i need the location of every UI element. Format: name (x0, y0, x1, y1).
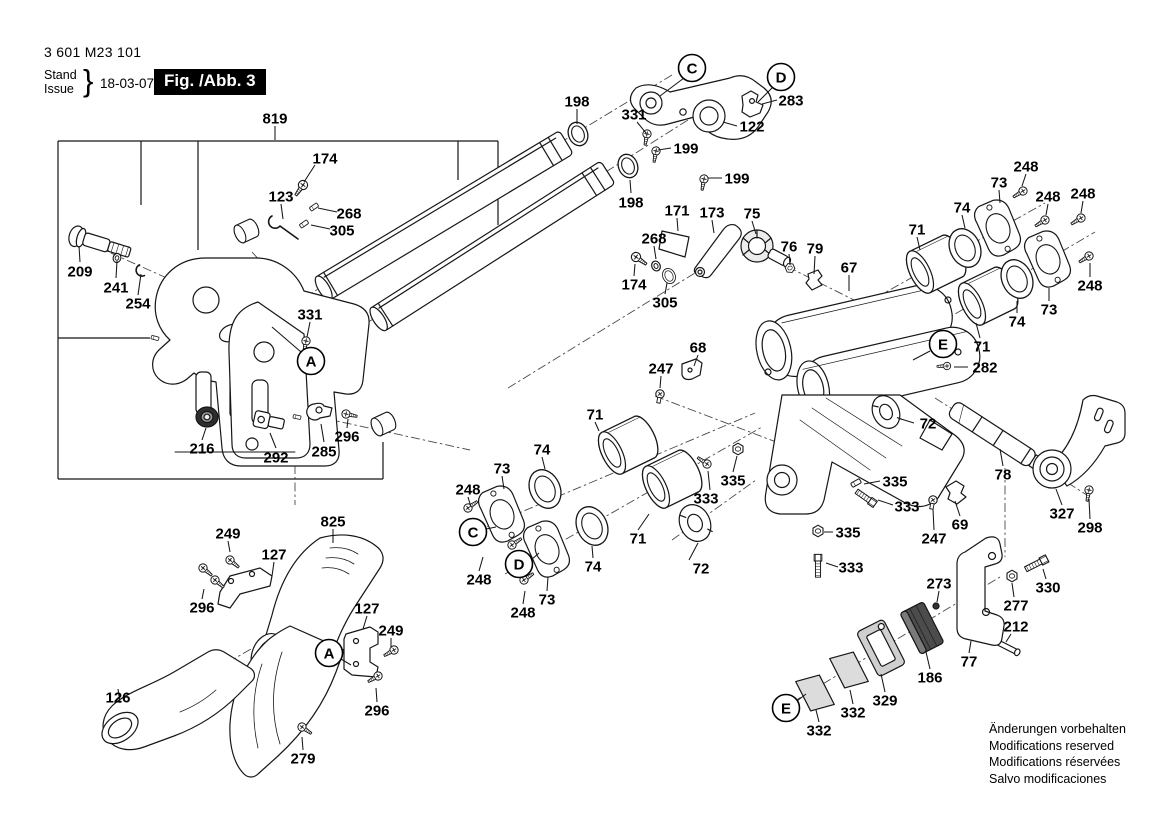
part-callout-248-50: 248 (466, 571, 492, 589)
pin-small-left (151, 335, 159, 341)
bolt-330 (1024, 555, 1049, 573)
bracket-77 (957, 537, 1004, 646)
part-callout-77-68: 77 (960, 653, 978, 671)
part-callout-279-81: 279 (290, 750, 316, 768)
part-callout-198-13: 198 (564, 93, 590, 111)
ring-305-center (660, 266, 678, 285)
pad-frame-329 (856, 619, 905, 677)
pin-335-b (851, 479, 862, 488)
note-en: Modifications reserved (989, 738, 1115, 753)
pin-268-top (309, 203, 319, 211)
bushing-819-a (232, 217, 262, 244)
svg-text:C: C (467, 524, 479, 542)
brake-pad-186 (900, 602, 944, 655)
svg-text:A: A (305, 353, 317, 371)
screw-249-left (224, 554, 241, 570)
washer-268-center (650, 260, 662, 273)
bushing-216 (196, 407, 218, 427)
ref-circle-e-7 (773, 695, 800, 722)
part-callout-333-56: 333 (693, 490, 719, 508)
svg-text:A: A (323, 645, 335, 663)
pin-305-top (299, 220, 309, 228)
part-callout-127-77: 127 (354, 600, 380, 618)
part-callout-75-22: 75 (743, 205, 761, 223)
part-callout-71-36: 71 (908, 221, 926, 239)
part-callout-174-1: 174 (312, 150, 338, 168)
part-callout-71-40: 71 (973, 338, 991, 356)
part-callout-335-58: 335 (882, 473, 908, 491)
part-callout-126-80: 126 (105, 689, 131, 707)
bracket-127-right (344, 627, 378, 677)
stand-label: Stand (44, 68, 77, 82)
part-callout-327-44: 327 (1049, 505, 1075, 523)
part-callout-285-11: 285 (311, 443, 337, 461)
part-callout-282-41: 282 (972, 359, 998, 377)
part-callout-249-74: 249 (215, 525, 241, 543)
part-callout-209-5: 209 (67, 263, 93, 281)
part-callout-241-6: 241 (103, 279, 129, 297)
part-callout-67-26: 67 (840, 259, 858, 277)
part-callout-122-16: 122 (739, 118, 765, 136)
part-callout-76-24: 76 (780, 238, 798, 256)
part-callout-198-19: 198 (618, 194, 644, 212)
part-callout-248-34: 248 (1070, 185, 1096, 203)
ref-circle-d-4 (506, 551, 533, 578)
issue-label: Issue (44, 81, 74, 96)
screw-199-b (698, 174, 709, 191)
part-callout-71-46: 71 (586, 406, 604, 424)
brace-glyph: } (83, 63, 94, 98)
part-callout-330-65: 330 (1035, 579, 1061, 597)
clip-69 (946, 481, 966, 504)
part-callout-174-27: 174 (621, 276, 647, 294)
part-callout-298-45: 298 (1077, 519, 1103, 537)
part-callout-199-18: 199 (724, 170, 750, 188)
part-callout-333-59: 333 (894, 498, 920, 516)
part-callout-283-15: 283 (778, 92, 804, 110)
nut-335-c (813, 525, 823, 537)
part-callout-296-79: 296 (364, 702, 390, 720)
part-callout-73-32: 73 (990, 174, 1008, 192)
screw-248-a (1011, 185, 1028, 200)
part-callout-247-30: 247 (648, 360, 674, 378)
bushing-819-b (369, 410, 399, 437)
bracket-173 (694, 225, 741, 278)
part-callout-68-29: 68 (689, 339, 707, 357)
svg-text:E: E (780, 700, 792, 718)
part-callout-296-12: 296 (334, 428, 360, 446)
ref-circle-c-3 (460, 519, 487, 546)
svg-text:E: E (937, 336, 949, 354)
pin-273 (933, 603, 939, 609)
part-callout-248-49: 248 (455, 481, 481, 499)
note-es: Salvo modificaciones (989, 771, 1107, 786)
part-callout-186-69: 186 (917, 669, 943, 687)
ref-circle-a-5 (316, 640, 343, 667)
part-callout-73-48: 73 (493, 460, 511, 478)
part-number: 3 601 M23 101 (44, 44, 142, 60)
ref-circle-d-2 (768, 64, 795, 91)
part-callout-127-75: 127 (261, 546, 287, 564)
part-callout-71-54: 71 (629, 530, 647, 548)
bolt-333-c (814, 554, 822, 577)
screw-174-center (630, 251, 649, 268)
part-callout-305-4: 305 (329, 222, 355, 240)
ref-circle-e-6 (930, 331, 957, 358)
part-callout-123-2: 123 (268, 188, 294, 206)
part-callout-249-78: 249 (378, 622, 404, 640)
part-callout-74-47: 74 (533, 441, 551, 459)
part-callout-335-57: 335 (720, 472, 746, 490)
part-callout-268-23: 268 (641, 230, 667, 248)
part-callout-332-71: 332 (840, 704, 866, 722)
part-callout-331-8: 331 (297, 306, 323, 324)
part-callout-72-55: 72 (692, 560, 710, 578)
spring-clip-123 (269, 216, 298, 239)
pivot-bolt-209 (66, 224, 132, 263)
part-callout-74-39: 74 (1008, 313, 1026, 331)
part-callout-248-33: 248 (1035, 188, 1061, 206)
part-callout-78-43: 78 (994, 466, 1012, 484)
part-callout-247-62: 247 (921, 530, 947, 548)
ref-circle-c-1 (679, 55, 706, 82)
figure-badge: Fig. /Abb. 3 (154, 69, 266, 95)
part-callout-273-64: 273 (926, 575, 952, 593)
screw-296-left-a (197, 562, 214, 578)
part-callout-296-76: 296 (189, 599, 215, 617)
ref-circle-a-0 (298, 348, 325, 375)
screw-248-b (1033, 214, 1050, 229)
bolt-333-b (854, 488, 877, 507)
o-ring-198-a (565, 119, 592, 148)
screw-331-top (641, 129, 652, 146)
note-de: Änderungen vorbehalten (989, 722, 1126, 736)
part-callout-335-60: 335 (835, 524, 861, 542)
clip-68 (682, 359, 702, 380)
part-callout-199-17: 199 (673, 140, 699, 158)
part-callout-268-3: 268 (336, 205, 362, 223)
part-callout-333-61: 333 (838, 559, 864, 577)
part-callout-79-25: 79 (806, 240, 824, 258)
ring-74-lower-a (523, 465, 567, 514)
ring-74-lower-b (570, 502, 614, 551)
note-fr: Modifications réservées (989, 755, 1121, 769)
part-callout-74-53: 74 (584, 558, 602, 576)
nut-277 (1007, 570, 1017, 582)
nut-335-a (733, 443, 743, 455)
screw-296-mid (341, 409, 358, 420)
pad-332-b (796, 671, 835, 716)
bracket-127-left (218, 568, 272, 608)
part-callout-329-70: 329 (872, 692, 898, 710)
part-callout-331-14: 331 (621, 106, 647, 124)
part-callout-277-66: 277 (1003, 597, 1029, 615)
part-callout-254-7: 254 (125, 295, 151, 313)
part-callout-332-72: 332 (806, 722, 832, 740)
part-callout-248-31: 248 (1013, 158, 1039, 176)
issue-date: 18-03-07 (100, 76, 155, 91)
svg-text:C: C (686, 60, 698, 78)
svg-text:D: D (513, 556, 525, 574)
part-callout-69-63: 69 (951, 516, 969, 534)
part-callout-73-52: 73 (538, 591, 556, 609)
part-callout-305-28: 305 (652, 294, 678, 312)
part-callout-216-9: 216 (189, 440, 215, 458)
part-callout-248-51: 248 (510, 604, 536, 622)
o-ring-198-b (615, 151, 642, 180)
part-callout-248-37: 248 (1077, 277, 1103, 295)
arm-casting-67 (750, 275, 985, 514)
screw-248-d (1077, 250, 1094, 265)
screw-174-top (292, 179, 309, 198)
screw-199-a (650, 146, 661, 163)
part-callout-292-10: 292 (263, 449, 289, 467)
part-callout-171-20: 171 (664, 202, 690, 220)
part-callout-72-42: 72 (919, 415, 937, 433)
lever-327 (1033, 396, 1125, 489)
svg-text:D: D (775, 69, 787, 87)
part-callout-819-0: 819 (262, 110, 288, 128)
part-callout-212-67: 212 (1003, 618, 1029, 636)
part-callout-73-38: 73 (1040, 301, 1058, 319)
part-callout-825-73: 825 (320, 513, 346, 531)
part-callout-74-35: 74 (953, 199, 971, 217)
pad-332-a (830, 648, 869, 693)
screw-248-c (1069, 212, 1086, 227)
part-callout-173-21: 173 (699, 204, 725, 222)
